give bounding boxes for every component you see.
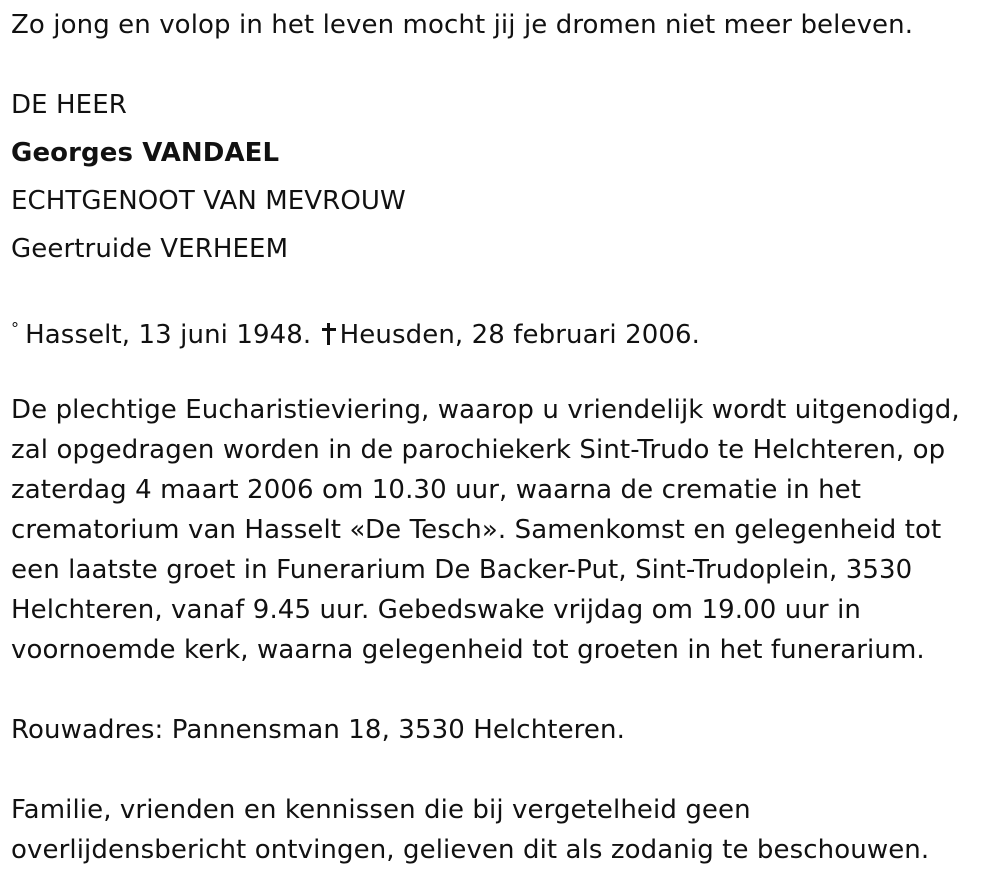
ceremony-line: voornoemde kerk, waarna gelegenheid tot groeten in het funerarium.: [11, 635, 925, 665]
birth-info: Hasselt, 13 juni 1948.: [25, 320, 312, 350]
ceremony-line: zal opgedragen worden in de parochiekerk Sint-Trudo te Helchteren, op: [11, 435, 946, 465]
ceremony-line: Helchteren, vanaf 9.45 uur. Gebedswake vrijdag om 19.00 uur in: [11, 595, 861, 625]
death-info: Heusden, 28 februari 2006.: [339, 320, 701, 350]
dates-line: [11, 309, 700, 355]
closing-line: overlijdensbericht ontvingen, gelieven dit als zodanig te beschouwen.: [11, 835, 930, 865]
motto: Zo jong en volop in het leven mocht jij je dromen niet meer beleven.: [11, 10, 914, 40]
relation-label: ECHTGENOOT VAN MEVROUW: [11, 186, 406, 216]
ceremony-line: een laatste groet in Funerarium De Backer-Put, Sint-Trudoplein, 3530: [11, 555, 913, 585]
mourning-address: Rouwadres: Pannensman 18, 3530 Helchteren.: [11, 715, 625, 745]
spouse-name: Geertruide VERHEEM: [11, 234, 289, 264]
birth-symbol: °: [11, 319, 20, 338]
ceremony-line: crematorium van Hasselt «De Tesch». Samenkomst en gelegenheid tot: [11, 515, 942, 545]
ceremony-line: De plechtige Eucharistieviering, waarop u vriendelijk wordt uitgenodigd,: [11, 395, 960, 425]
ceremony-line: zaterdag 4 maart 2006 om 10.30 uur, waarna de crematie in het: [11, 475, 862, 505]
cross-icon: [322, 323, 336, 345]
deceased-name: Georges VANDAEL: [11, 138, 280, 168]
closing-line: Familie, vrienden en kennissen die bij vergetelheid geen: [11, 795, 751, 825]
honorific-title: DE HEER: [11, 90, 127, 120]
